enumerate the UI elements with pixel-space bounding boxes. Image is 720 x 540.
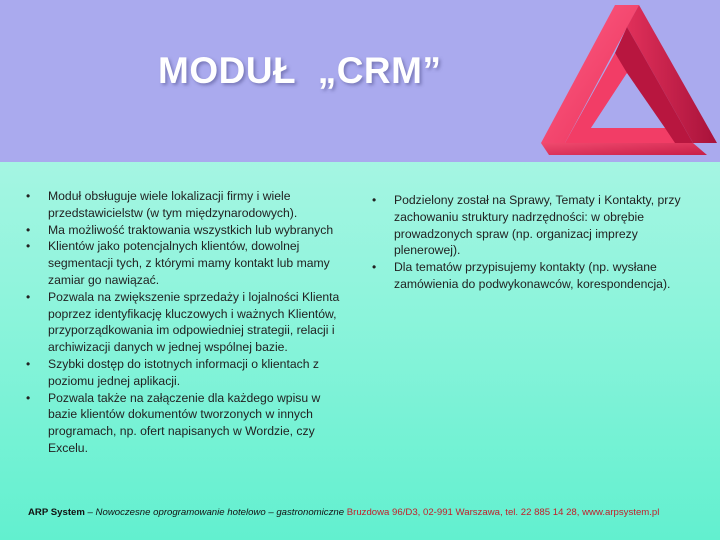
left-bullet-list	[22, 188, 352, 457]
footer-brand: ARP System	[28, 507, 85, 518]
title-banner	[0, 0, 720, 162]
footer-address: Bruzdowa 96/D3, 02-991 Warszawa, tel. 22 885 14 28, www.arpsystem.pl	[346, 507, 660, 518]
list-item: • Dla tematów przypisujemy kontakty (np. wysłane zamówienia do podwykonawców, korespondencja).	[368, 259, 698, 293]
list-item: • Szybki dostęp do istotnych informacji o klientach z poziomu jednej aplikacji.	[22, 356, 352, 390]
list-item: • Pozwala także na załączenie dla każdego wpisu w bazie klientów dokumentów tworzonych w innych programach, np. ofert napisanych w Wordzie, czy Excelu.	[22, 390, 352, 457]
list-item: • Moduł obsługuje wiele lokalizacji firmy i wiele przedstawicielstw (w tym międzynarodowych).	[22, 188, 352, 222]
list-item: • Pozwala na zwiększenie sprzedaży i lojalności Klienta poprzez identyfikację kluczowych i ważnych Klientów, przyporządkowania im odpowiedniej strategii, relacji i archiwizacji danych w jednej wspólnej bazie.	[22, 289, 352, 356]
list-item: • Klientów jako potencjalnych klientów, dowolnej segmentacji tych, z którymi mamy kontakt lub mamy zamiar go nawiązać.	[22, 238, 352, 288]
list-item: • Ma możliwość traktowania wszystkich lub wybranych	[22, 222, 352, 239]
footer-tagline: – Nowoczesne oprogramowanie hotelowo – gastronomiczne	[84, 507, 347, 518]
right-bullet-list	[368, 192, 698, 293]
list-item: • Podzielony został na Sprawy, Tematy i Kontakty, przy zachowaniu struktury nadrzędności: w obrębie prowadzonych spraw (np. organizacj imprezy plenerowej).	[368, 192, 698, 259]
penrose-triangle-icon	[535, 3, 720, 161]
footer	[28, 507, 718, 518]
slide-title: MODUŁ „CRM”	[158, 50, 442, 91]
